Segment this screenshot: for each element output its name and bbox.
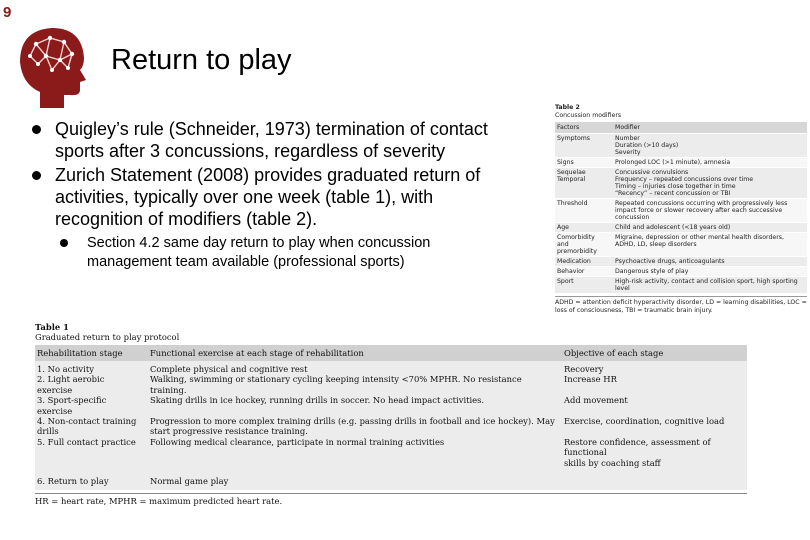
table1-caption [35, 322, 747, 342]
table2-modifier-cell: Concussive convulsions Frequency – repeated concussions over time Timing – injuries close together in time “Recency” – recent concussion or TBI [613, 168, 807, 199]
table1-exercise-cell: Walking, swimming or stationary cycling keeping intensity <70% MPHR. No resistance training. [148, 374, 562, 395]
bullet-list [30, 118, 510, 272]
table2-factor-cell: Threshold [555, 199, 613, 223]
table2-factor-cell: Age [555, 223, 613, 233]
table1-objective-cell: Exercise, coordination, cognitive load [562, 416, 747, 437]
table2-factor-cell: Signs [555, 158, 613, 168]
brain-head-logo-icon [12, 22, 92, 110]
table2-grid [555, 122, 807, 293]
table2-modifier-cell: Migraine, depression or other mental health disorders, ADHD, LD, sleep disorders [613, 233, 807, 257]
slide-number: 9 [3, 4, 12, 21]
table2-modifier-cell: Psychoactive drugs, anticoagulants [613, 257, 807, 267]
table1-header-objective: Objective of each stage [562, 345, 747, 361]
table1-stage-cell: 6. Return to play [35, 468, 148, 490]
table2-header-factors: Factors [555, 122, 613, 134]
table2-row [555, 233, 807, 257]
table2-row [555, 257, 807, 267]
table2-caption [555, 104, 807, 120]
table2-modifier-cell: High-risk activity, contact and collision sport, high sporting level [613, 277, 807, 294]
table2-factor-cell: Comorbidity and premorbidity [555, 233, 613, 257]
table1-objective-cell: Add movement [562, 395, 747, 416]
table2-row [555, 277, 807, 294]
table2-modifier-cell: Prolonged LOC (>1 minute), amnesia [613, 158, 807, 168]
sub-bullet-text: Section 4.2 same day return to play when concussion management team available (professional sports) [87, 235, 431, 270]
table1-stage-cell: 2. Light aerobic exercise [35, 374, 148, 395]
table1-exercise-cell: Progression to more complex training drills (e.g. passing drills in football and ice hockey). May start progressive resistance training. [148, 416, 562, 437]
table1-row [35, 374, 747, 395]
table1-label: Table 1 [35, 322, 69, 332]
table1-stage-cell: 5. Full contact practice [35, 437, 148, 468]
slide-title: Return to play [111, 44, 292, 76]
bullet-item [30, 164, 510, 230]
table1-row [35, 416, 747, 437]
table1-row [35, 468, 747, 490]
table2-row [555, 199, 807, 223]
table2-row [555, 267, 807, 277]
table1-stage-cell: 3. Sport-specific exercise [35, 395, 148, 416]
table2-row [555, 158, 807, 168]
table2-factor-cell: Medication [555, 257, 613, 267]
table2-factor-cell: Behavior [555, 267, 613, 277]
table2-modifier-cell: Child and adolescent (<18 years old) [613, 223, 807, 233]
table1-exercise-cell: Normal game play [148, 468, 562, 490]
bullet-dot-icon [60, 239, 68, 247]
table1-header-exercise: Functional exercise at each stage of rehabilitation [148, 345, 562, 361]
table1-row [35, 437, 747, 468]
sub-bullet-item [30, 234, 510, 272]
table2-modifier-cell: Repeated concussions occurring with progressively less impact force or slower recovery after each successive concussion [613, 199, 807, 223]
table2-factor-cell: Sport [555, 277, 613, 294]
table1-exercise-cell: Skating drills in ice hockey, running drills in soccer. No head impact activities. [148, 395, 562, 416]
table2-row [555, 223, 807, 233]
table2-factor-cell: Sequelae Temporal [555, 168, 613, 199]
table2-header-modifier: Modifier [613, 122, 807, 134]
table2-body [555, 134, 807, 294]
table1-stage-cell: 1. No activity [35, 361, 148, 374]
table1-exercise-cell: Following medical clearance, participate in normal training activities [148, 437, 562, 468]
table1-stage-cell: 4. Non-contact training drills [35, 416, 148, 437]
table2-modifier-cell: Dangerous style of play [613, 267, 807, 277]
table2-modifier-cell: Number Duration (>10 days) Severity [613, 134, 807, 158]
bullet-text: Zurich Statement (2008) provides graduated return of activities, typically over one week (table 1), with recognition of modifiers (table 2). [55, 165, 481, 229]
bullet-text: Quigley’s rule (Schneider, 1973) termination of contact sports after 3 concussions, regardless of severity [55, 119, 488, 161]
table1-objective-cell: Restore confidence, assessment of functional skills by coaching staff [562, 437, 747, 468]
bullet-dot-icon [32, 171, 41, 180]
table2-factor-cell: Symptoms [555, 134, 613, 158]
table1-grid [35, 345, 747, 490]
table1-row [35, 395, 747, 416]
table2-row [555, 168, 807, 199]
return-to-play-protocol-table [35, 322, 747, 506]
table2-row [555, 134, 807, 158]
table1-body [35, 361, 747, 490]
table1-row [35, 361, 747, 374]
table2-footnote: ADHD = attention deficit hyperactivity disorder, LD = learning disabilities, LOC = loss of consciousness, TBI = traumatic brain injury. [555, 296, 807, 314]
table1-objective-cell: Increase HR [562, 374, 747, 395]
table1-objective-cell: Recovery [562, 361, 747, 374]
table1-footnote: HR = heart rate, MPHR = maximum predicted heart rate. [35, 493, 747, 506]
table1-objective-cell [562, 468, 747, 490]
table2-title: Concussion modifiers [555, 112, 622, 119]
bullet-dot-icon [32, 125, 41, 134]
table1-title: Graduated return to play protocol [35, 332, 180, 342]
concussion-modifiers-table [555, 104, 807, 314]
table1-exercise-cell: Complete physical and cognitive rest [148, 361, 562, 374]
bullet-item [30, 118, 510, 162]
table2-label: Table 2 [555, 104, 580, 111]
table1-header-stage: Rehabilitation stage [35, 345, 148, 361]
